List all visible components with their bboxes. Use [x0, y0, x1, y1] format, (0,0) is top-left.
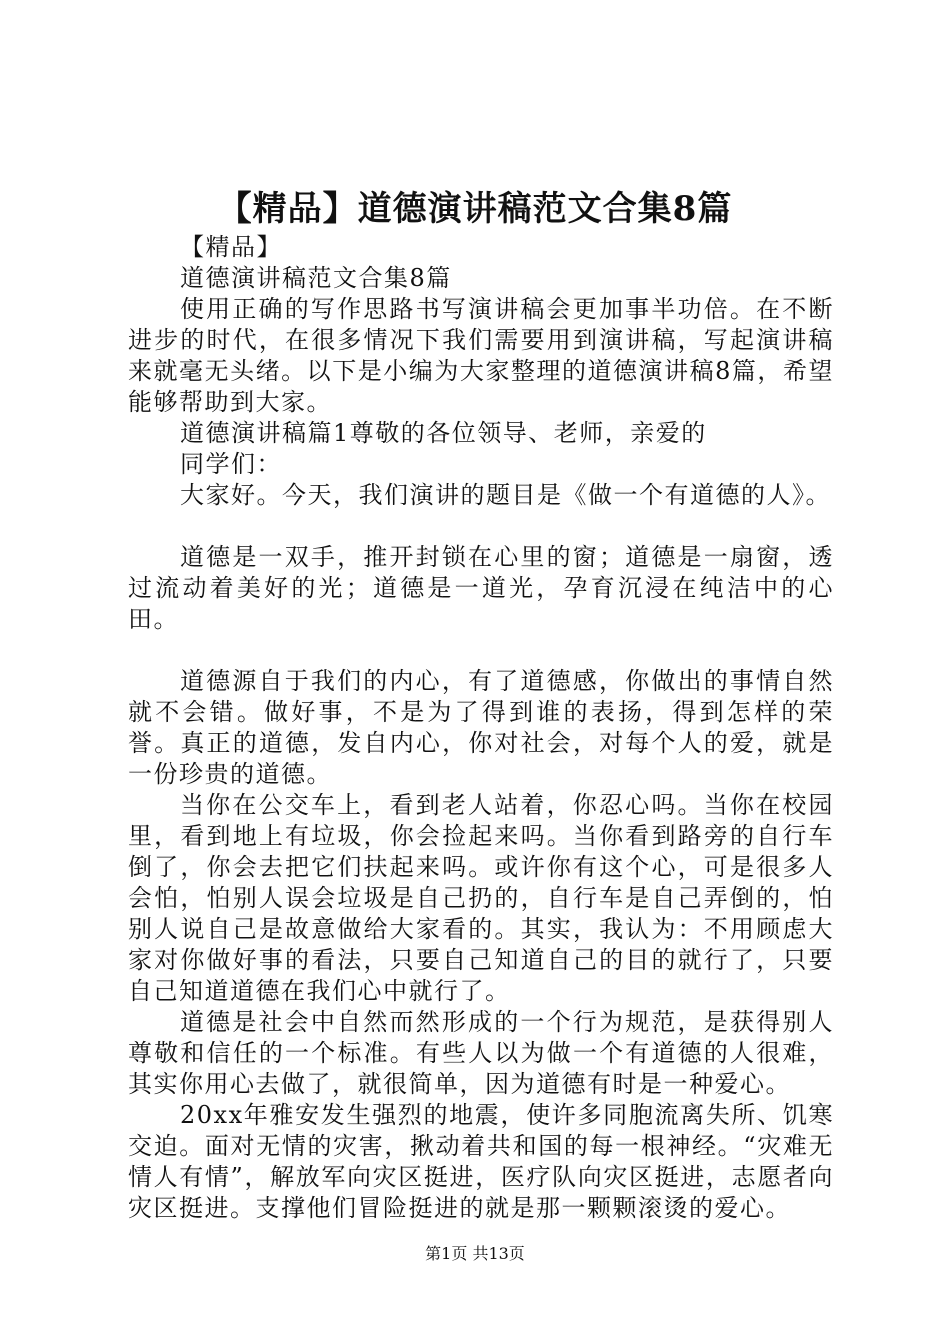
paragraph-greeting: 大家好。今天，我们演讲的题目是《做一个有道德的人》。	[180, 481, 831, 509]
paragraph-label: 【精品】	[180, 233, 282, 261]
document-title: 【精品】道德演讲稿范文合集8篇	[217, 189, 733, 229]
paragraph-speech-heading: 道德演讲稿篇1尊敬的各位领导、老师，亲爱的	[180, 419, 707, 447]
paragraph-body: 道德源自于我们的内心，有了道德感，你做出的事情自然就不会错。做好事，不是为了得到谁的表扬，得到怎样的荣誉。真正的道德，发自内心，你对社会，对每个人的爱，就是一份珍贵的道德。	[128, 667, 834, 788]
paragraph-body: 当你在公交车上，看到老人站着，你忍心吗。当你在校园里，看到地上有垃圾，你会捡起来吗。当你看到路旁的自行车倒了，你会去把它们扶起来吗。或许你有这个心，可是很多人会怕，怕别人误会垃圾是自己扔的，自行车是自己弄倒的，怕别人说自己是故意做给大家看的。其实，我认为：不用顾虑大家对你做好事的看法，只要自己知道自己的目的就行了，只要自己知道道德在我们心中就行了。	[128, 791, 834, 1005]
document-body	[128, 232, 834, 1224]
paragraph-body: 道德是社会中自然而然形成的一个行为规范，是获得别人尊敬和信任的一个标准。有些人以为做一个有道德的人很难，其实你用心去做了，就很简单，因为道德有时是一种爱心。	[128, 1008, 834, 1098]
page-number-footer: 第1页 共13页	[425, 1244, 525, 1263]
paragraph-salutation: 同学们：	[180, 450, 282, 478]
paragraph-subtitle: 道德演讲稿范文合集8篇	[180, 264, 452, 292]
paragraph-intro: 使用正确的写作思路书写演讲稿会更加事半功倍。在不断进步的时代，在很多情况下我们需要用到演讲稿，写起演讲稿来就毫无头绪。以下是小编为大家整理的道德演讲稿8篇，希望能够帮助到大家。	[128, 295, 834, 416]
paragraph-body: 道德是一双手，推开封锁在心里的窗；道德是一扇窗，透过流动着美好的光；道德是一道光，孕育沉浸在纯洁中的心田。	[128, 543, 834, 633]
paragraph-body: 20xx年雅安发生强烈的地震，使许多同胞流离失所、饥寒交迫。面对无情的灾害，揪动着共和国的每一根神经。“灾难无情人有情”，解放军向灾区挺进，医疗队向灾区挺进，志愿者向灾区挺进。支撑他们冒险挺进的就是那一颗颗滚烫的爱心。	[128, 1101, 834, 1222]
